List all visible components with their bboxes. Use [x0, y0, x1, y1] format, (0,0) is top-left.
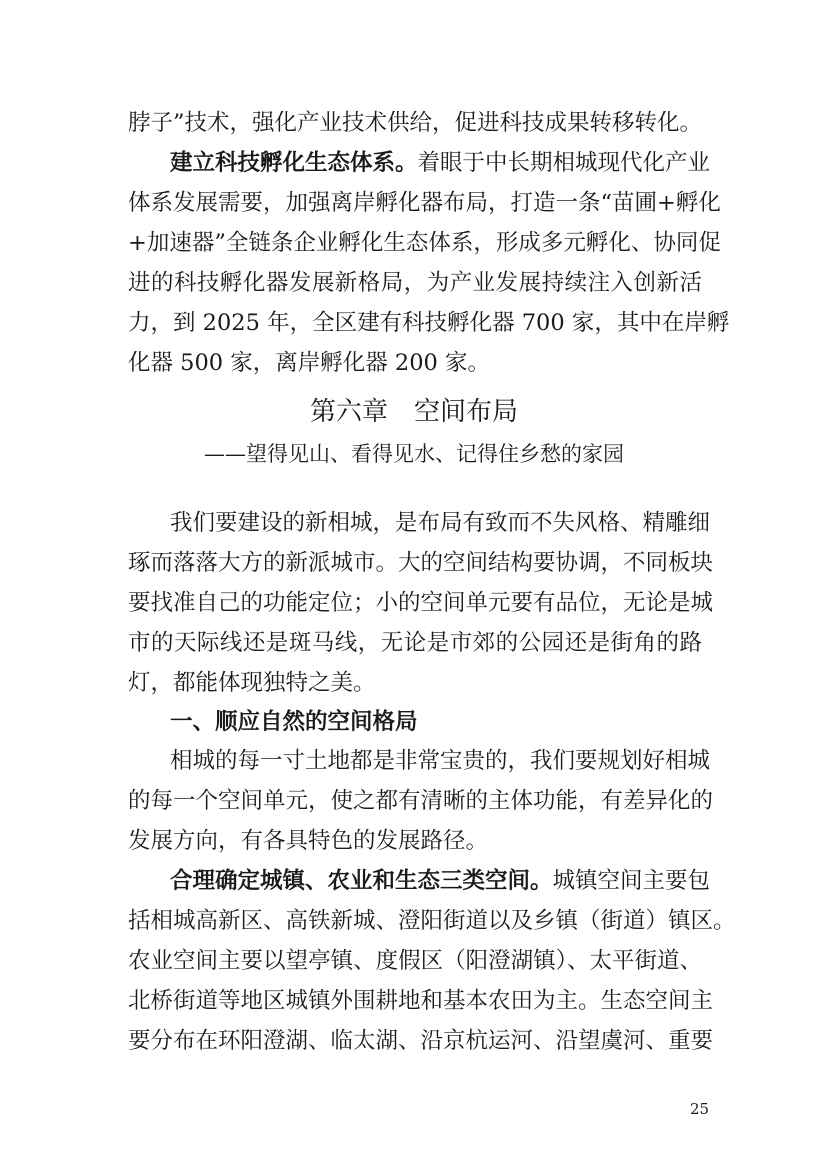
paragraph-first-line: 我们要建设的新相城，是布局有致而不失风格、精雕细	[170, 510, 711, 536]
paragraph-line: 发展方向，有各具特色的发展路径。	[128, 828, 489, 854]
paragraph-line: 北桥街道等地区城镇外围耕地和基本农田为主。生态空间主	[128, 988, 714, 1014]
bold-lead: 合理确定城镇、农业和生态三类空间。	[170, 868, 553, 894]
page-number: 25	[690, 1100, 710, 1118]
paragraph-line: 体系发展需要，加强离岸孵化器布局，打造一条“苗圃+孵化	[128, 190, 721, 216]
paragraph-first-line: 相城的每一寸土地都是非常宝贵的，我们要规划好相城	[170, 748, 711, 774]
paragraph-line: +加速器”全链条企业孵化生态体系，形成多元孵化、协同促	[128, 230, 721, 256]
chapter-subtitle: ——望得见山、看得见水、记得住乡愁的家园	[204, 442, 624, 466]
paragraph-first-line	[170, 148, 711, 178]
paragraph-line: 括相城高新区、高铁新城、澄阳街道以及乡镇（街道）镇区。	[128, 908, 736, 934]
paragraph-line: 力，到 2025 年，全区建有科技孵化器 700 家，其中在岸孵	[128, 310, 730, 336]
paragraph-line: 农业空间主要以望亭镇、度假区（阳澄湖镇）、太平街道、	[128, 948, 702, 974]
paragraph-line: 灯，都能体现独特之美。	[128, 670, 376, 696]
paragraph-line: 要找准自己的功能定位；小的空间单元要有品位，无论是城	[128, 590, 714, 616]
paragraph-text: 着眼于中长期相城现代化产业	[417, 150, 711, 176]
chapter-title: 第六章 空间布局	[309, 397, 518, 427]
paragraph-line: 琢而落落大方的新派城市。大的空间结构要协调，不同板块	[128, 550, 714, 576]
section-heading: 一、顺应自然的空间格局	[170, 709, 418, 735]
paragraph-line: 的每一个空间单元，使之都有清晰的主体功能，有差异化的	[128, 788, 714, 814]
paragraph-line: 脖子”技术，强化产业技术供给，促进科技成果转移转化。	[128, 110, 703, 136]
bold-lead: 建立科技孵化生态体系。	[170, 150, 418, 176]
paragraph-line: 市的天际线还是斑马线，无论是市郊的公园还是街角的路	[128, 630, 702, 656]
paragraph-text: 城镇空间主要包	[552, 868, 711, 894]
paragraph-first-line	[170, 866, 711, 896]
paragraph-line: 化器 500 家，离岸孵化器 200 家。	[128, 350, 491, 376]
paragraph-line: 进的科技孵化器发展新格局，为产业发展持续注入创新活	[128, 270, 702, 296]
paragraph-line: 要分布在环阳澄湖、临太湖、沿京杭运河、沿望虞河、重要	[128, 1028, 714, 1054]
